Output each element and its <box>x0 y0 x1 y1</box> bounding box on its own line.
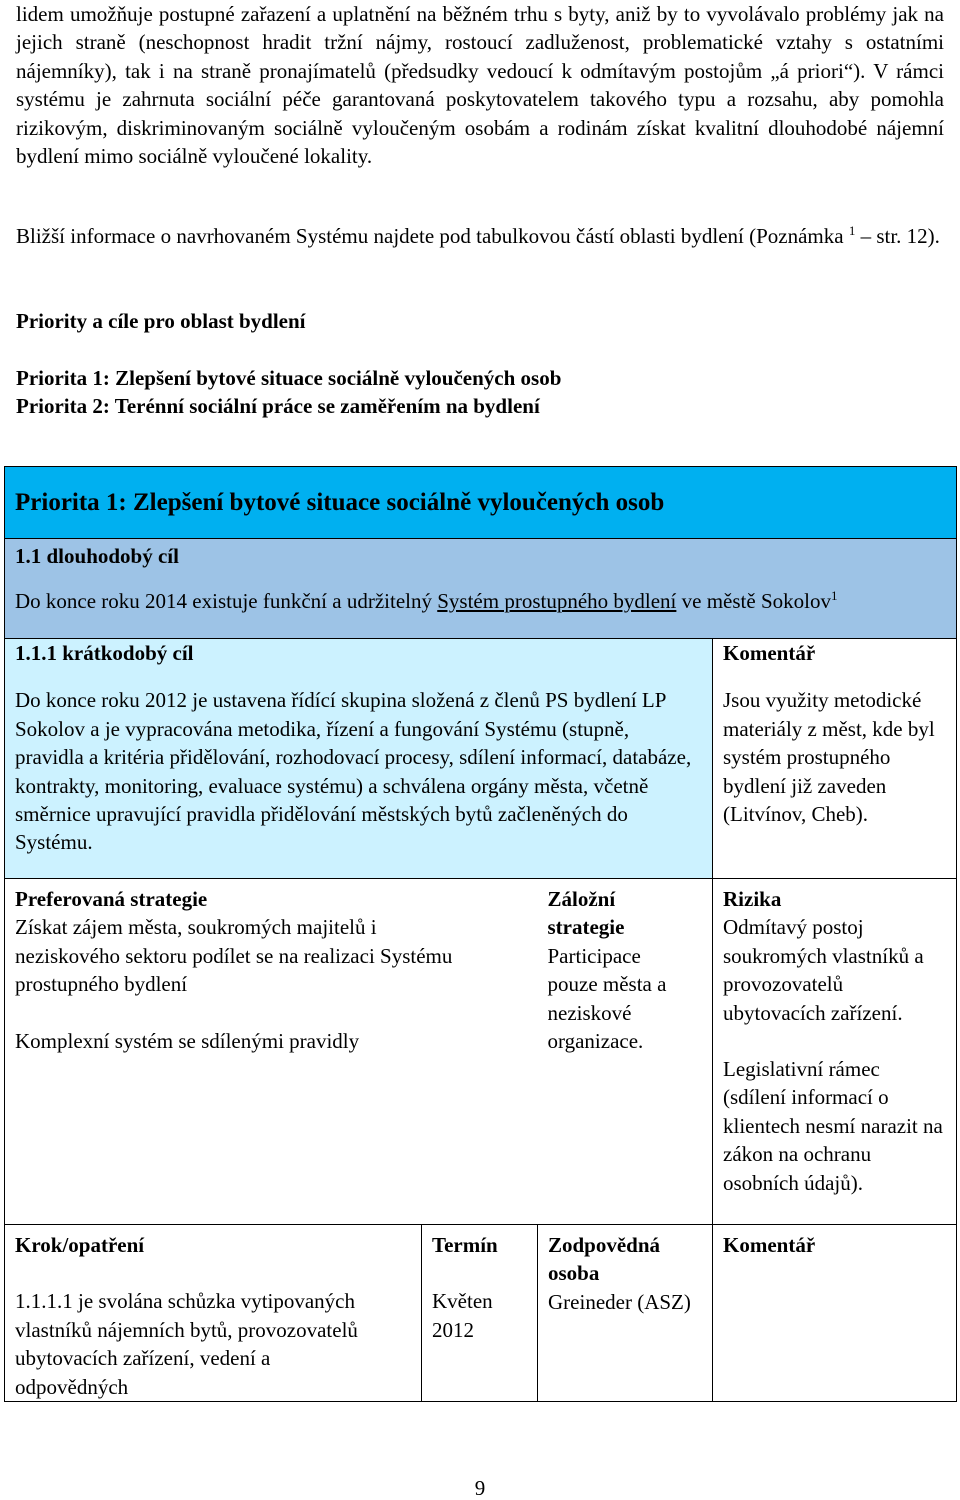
table-title: Priorita 1: Zlepšení bytové situace sociálně vyloučených osob <box>5 467 957 539</box>
longterm-text <box>5 573 957 639</box>
footnote-ref: 1 <box>848 223 856 238</box>
intro-paragraph: lidem umožňuje postupné zařazení a uplatnění na běžném trhu s byty, aniž by to vyvolávalo problémy jak na jejich straně (neschopnost hradit tržní nájmy, rostoucí zadluženost, problematické vztahy s ostatními nájemníky), tak i na straně pronajímatelů (předsudky vedoucí k odmítavým postojům „á priori“). V rámci systému je zahrnuta sociální péče garantovaná poskytovatelem takového typu a rozsahu, aby pomohla rizikovým, diskriminovaným sociálně vyloučeným osobám a rodinám získat kvalitní dlouhodobé nájemní bydlení mimo sociálně vyloučené lokality. <box>16 2 944 169</box>
longterm-text-before: Do konce roku 2014 existuje funkční a udržitelný <box>15 588 438 613</box>
preferred-text: Získat zájem města, soukromých majitelů i neziskového sektoru podílet se na realizaci Systému prostupného bydlení <box>15 915 453 997</box>
info-tail: – str. 12). <box>860 224 940 248</box>
comment-cell <box>713 639 957 879</box>
backup-heading: Záložní strategie <box>547 887 625 940</box>
priority-1-line: Priorita 1: Zlepšení bytové situace sociálně vyloučených osob <box>16 366 562 390</box>
backup-text: Participace pouze města a neziskové organizace. <box>547 943 667 1054</box>
longterm-heading: 1.1 dlouhodobý cíl <box>5 539 957 573</box>
step-text: 1.1.1.1 je svolána schůzka vytipovaných vlastníků nájemních bytů, provozovatelů ubytovacích zařízení, vedení a odpovědných <box>15 1289 358 1399</box>
responsible-cell <box>538 1225 713 1402</box>
comment-cell-2 <box>713 1225 957 1402</box>
preferred-strategy-cell <box>5 879 538 1225</box>
responsible-heading: Zodpovědná osoba <box>548 1233 661 1286</box>
priority-table <box>4 466 957 1402</box>
longterm-footnote-ref: 1 <box>830 587 838 603</box>
preferred-text-2: Komplexní systém se sdílenými pravidly <box>15 1028 360 1053</box>
term-heading: Termín <box>432 1233 498 1257</box>
step-cell <box>5 1225 422 1402</box>
risks-text: Odmítavý postoj soukromých vlastníků a provozovatelů ubytovacích zařízení. <box>723 915 924 1025</box>
term-text: Květen 2012 <box>432 1289 493 1342</box>
preferred-heading: Preferovaná strategie <box>15 887 208 911</box>
system-link-text: Systém prostupného bydlení <box>437 588 677 613</box>
backup-strategy-cell <box>538 879 713 1225</box>
responsible-text: Greineder (ASZ) <box>548 1289 691 1314</box>
comment-heading: Komentář <box>723 641 816 665</box>
comment-text: Jsou využity metodické materiály z měst, kde byl systém prostupného bydlení již zaveden (Litvínov, Cheb). <box>723 688 935 827</box>
priority-2-line: Priorita 2: Terénní sociální práce se zaměřením na bydlení <box>16 394 540 418</box>
section-heading: Priority a cíle pro oblast bydlení <box>16 309 306 333</box>
longterm-text-after: ve městě Sokolov <box>676 588 831 613</box>
page-number: 9 <box>474 1476 486 1500</box>
term-cell <box>422 1225 538 1402</box>
info-text: Bližší informace o navrhovaném Systému najdete pod tabulkovou částí oblasti bydlení (Poznámka <box>16 224 844 248</box>
risks-text-2: Legislativní rámec (sdílení informací o klientech nesmí narazit na zákon na ochranu osobních údajů). <box>723 1057 943 1195</box>
step-heading: Krok/opatření <box>15 1233 145 1257</box>
info-paragraph <box>16 222 944 250</box>
shortterm-cell <box>5 639 713 879</box>
shortterm-text: Do konce roku 2012 je ustavena řídící skupina složená z členů PS bydlení LP Sokolov a je vypracována metodika, řízení a fungování Systému (stupně, pravidla a kritéria přidělování, rozhodovací procesy, sdílení informací, databáze, kontrakty, monitoring, evaluace systému) a schválena orgány města, včetně směrnice upravující pravidla přidělování městských bytů začleněných do Systému. <box>15 688 692 855</box>
risks-heading: Rizika <box>723 887 782 911</box>
shortterm-heading: 1.1.1 krátkodobý cíl <box>15 641 194 665</box>
comment-heading-2: Komentář <box>723 1233 816 1257</box>
risks-cell <box>713 879 957 1225</box>
